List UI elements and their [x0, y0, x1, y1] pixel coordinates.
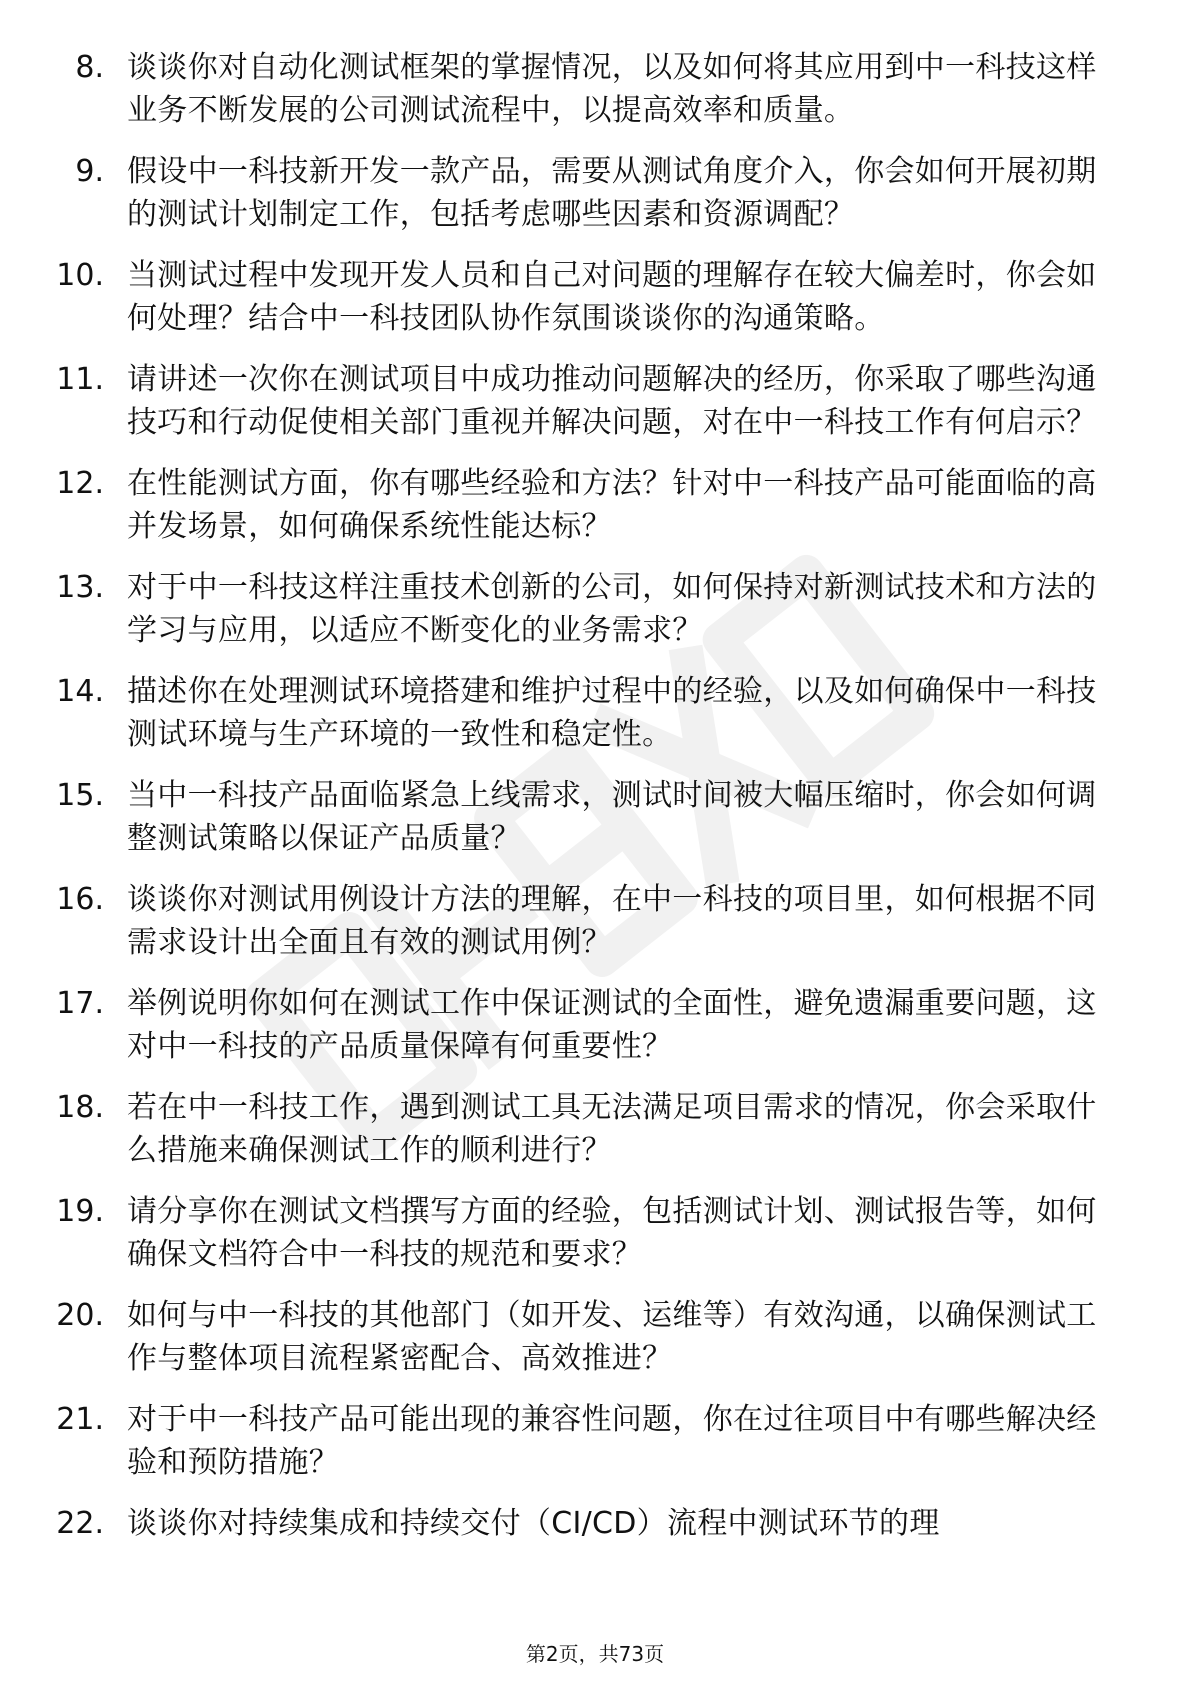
question-text: 谈谈你对自动化测试框架的掌握情况，以及如何将其应用到中一科技这样业务不断发展的公司测试流程中，以提高效率和质量。 [127, 50, 1097, 128]
list-item [0, 46, 1190, 132]
question-text: 请分享你在测试文档撰写方面的经验，包括测试计划、测试报告等，如何确保文档符合中一科技的规范和要求？ [127, 1194, 1097, 1272]
question-number: 14. [56, 674, 104, 709]
question-number: 13. [56, 570, 104, 605]
question-text: 举例说明你如何在测试工作中保证测试的全面性，避免遗漏重要问题，这对中一科技的产品质量保障有何重要性？ [127, 986, 1097, 1064]
question-number: 16. [56, 882, 104, 917]
list-item [0, 1086, 1190, 1172]
question-text: 当测试过程中发现开发人员和自己对问题的理解存在较大偏差时，你会如何处理？结合中一科技团队协作氛围谈谈你的沟通策略。 [127, 258, 1097, 336]
question-text: 假设中一科技新开发一款产品，需要从测试角度介入，你会如何开展初期的测试计划制定工作，包括考虑哪些因素和资源调配？ [127, 154, 1097, 232]
question-text: 若在中一科技工作，遇到测试工具无法满足项目需求的情况，你会采取什么措施来确保测试工作的顺利进行？ [127, 1090, 1097, 1168]
question-text: 谈谈你对测试用例设计方法的理解，在中一科技的项目里，如何根据不同需求设计出全面且有效的测试用例？ [127, 882, 1097, 960]
list-item [0, 358, 1190, 444]
question-number: 11. [56, 362, 104, 397]
question-number: 18. [56, 1090, 104, 1125]
question-text: 请讲述一次你在测试项目中成功推动问题解决的经历，你采取了哪些沟通技巧和行动促使相关部门重视并解决问题，对在中一科技工作有何启示？ [127, 362, 1097, 440]
question-text: 谈谈你对持续集成和持续交付（CI/CD）流程中测试环节的理 [127, 1506, 940, 1541]
question-text: 描述你在处理测试环境搭建和维护过程中的经验，以及如何确保中一科技测试环境与生产环境的一致性和稳定性。 [127, 674, 1097, 752]
question-number: 19. [56, 1194, 104, 1229]
question-number: 8. [75, 50, 104, 85]
question-number: 15. [56, 778, 104, 813]
question-text: 对于中一科技产品可能出现的兼容性问题，你在过往项目中有哪些解决经验和预防措施？ [127, 1402, 1097, 1480]
list-item [0, 1190, 1190, 1276]
question-number: 10. [56, 258, 104, 293]
list-item [0, 774, 1190, 860]
question-number: 9. [75, 154, 104, 189]
list-item [0, 982, 1190, 1068]
question-number: 22. [56, 1506, 104, 1541]
question-number: 20. [56, 1298, 104, 1333]
question-text: 在性能测试方面，你有哪些经验和方法？针对中一科技产品可能面临的高并发场景，如何确保系统性能达标？ [127, 466, 1097, 544]
question-text: 对于中一科技这样注重技术创新的公司，如何保持对新测试技术和方法的学习与应用，以适应不断变化的业务需求？ [127, 570, 1097, 648]
list-item [0, 1502, 1190, 1545]
list-item [0, 566, 1190, 652]
question-list [0, 46, 1190, 1563]
page-footer: 第2页，共73页 [525, 1642, 665, 1666]
list-item [0, 1294, 1190, 1380]
list-item [0, 150, 1190, 236]
question-number: 17. [56, 986, 104, 1021]
question-number: 12. [56, 466, 104, 501]
list-item [0, 670, 1190, 756]
list-item [0, 878, 1190, 964]
list-item [0, 462, 1190, 548]
list-item [0, 1398, 1190, 1484]
question-text: 当中一科技产品面临紧急上线需求，测试时间被大幅压缩时，你会如何调整测试策略以保证产品质量？ [127, 778, 1097, 856]
question-number: 21. [56, 1402, 104, 1437]
list-item [0, 254, 1190, 340]
question-text: 如何与中一科技的其他部门（如开发、运维等）有效沟通，以确保测试工作与整体项目流程紧密配合、高效推进？ [127, 1298, 1097, 1376]
